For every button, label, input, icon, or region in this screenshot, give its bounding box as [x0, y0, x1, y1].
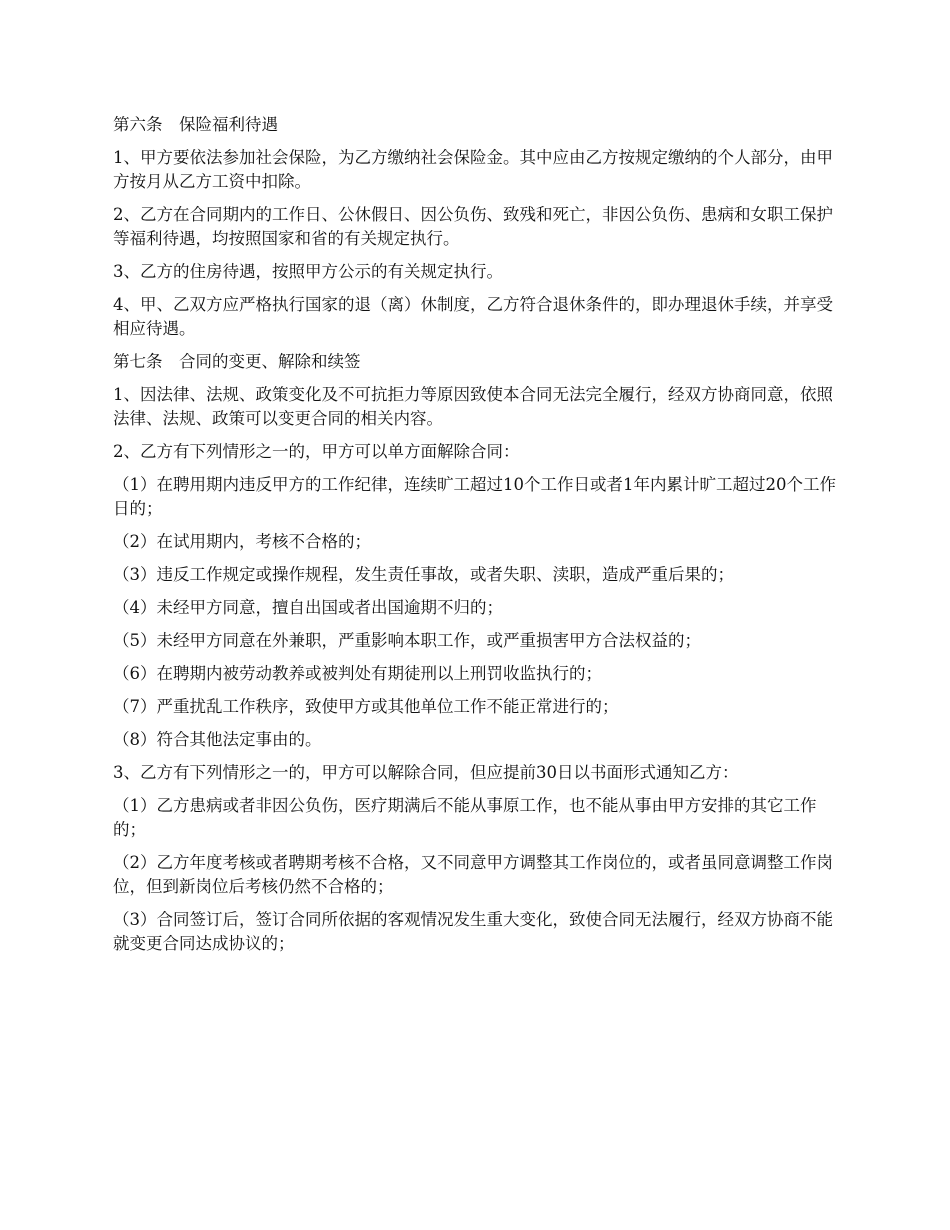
paragraph: 3、乙方有下列情形之一的，甲方可以解除合同，但应提前30日以书面形式通知乙方： — [113, 763, 739, 782]
section-heading-article-7: 第七条 合同的变更、解除和续签 — [113, 352, 361, 371]
list-item: （6）在聘期内被劳动教养或被判处有期徒刑以上刑罚收监执行的； — [113, 664, 602, 683]
list-item: （1）在聘用期内违反甲方的工作纪律，连续旷工超过10个工作日或者1年内累计旷工超过20个工作日的； — [113, 475, 836, 518]
document-body — [113, 113, 837, 965]
list-item: （3）违反工作规定或操作规程，发生责任事故，或者失职、渎职，造成严重后果的； — [113, 565, 734, 584]
list-item: （4）未经甲方同意，擅自出国或者出国逾期不归的； — [113, 598, 503, 617]
list-item: （5）未经甲方同意在外兼职，严重影响本职工作，或严重损害甲方合法权益的； — [113, 631, 701, 650]
paragraph: 1、甲方要依法参加社会保险，为乙方缴纳社会保险金。其中应由乙方按规定缴纳的个人部分，由甲方按月从乙方工资中扣除。 — [113, 148, 833, 191]
paragraph: 2、乙方有下列情形之一的，甲方可以单方面解除合同： — [113, 442, 520, 461]
paragraph: 3、乙方的住房待遇，按照甲方公示的有关规定执行。 — [113, 262, 503, 281]
list-item: （8）符合其他法定事由的。 — [113, 730, 322, 749]
section-heading-article-6: 第六条 保险福利待遇 — [113, 115, 278, 134]
paragraph: 2、乙方在合同期内的工作日、公休假日、因公负伤、致残和死亡，非因公负伤、患病和女职工保护等福利待遇，均按照国家和省的有关规定执行。 — [113, 205, 833, 248]
paragraph: 4、甲、乙双方应严格执行国家的退（离）休制度，乙方符合退休条件的，即办理退休手续，并享受相应待遇。 — [113, 295, 833, 338]
list-item: （7）严重扰乱工作秩序，致使甲方或其他单位工作不能正常进行的； — [113, 697, 619, 716]
list-item: （2）在试用期内，考核不合格的； — [113, 532, 371, 551]
list-item: （2）乙方年度考核或者聘期考核不合格，又不同意甲方调整其工作岗位的，或者虽同意调整工作岗位，但到新岗位后考核仍然不合格的； — [113, 853, 833, 896]
list-item: （1）乙方患病或者非因公负伤，医疗期满后不能从事原工作，也不能从事由甲方安排的其它工作的； — [113, 796, 817, 839]
paragraph: 1、因法律、法规、政策变化及不可抗拒力等原因致使本合同无法完全履行，经双方协商同意，依照法律、法规、政策可以变更合同的相关内容。 — [113, 385, 833, 428]
list-item: （3）合同签订后，签订合同所依据的客观情况发生重大变化，致使合同无法履行，经双方协商不能就变更合同达成协议的； — [113, 910, 833, 953]
